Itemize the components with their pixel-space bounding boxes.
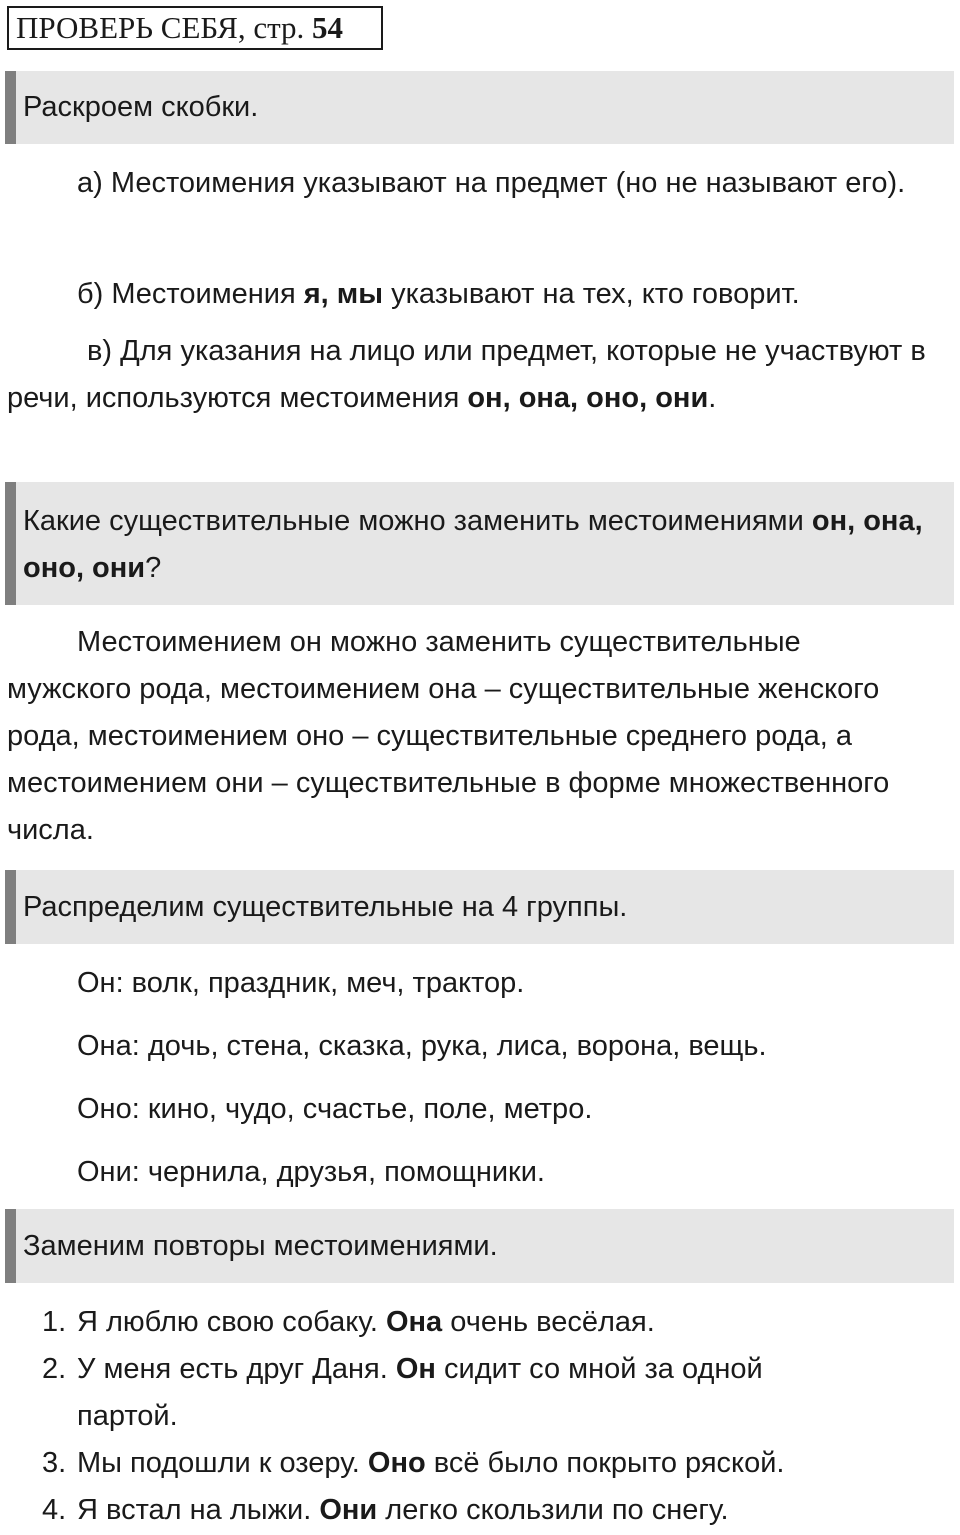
paragraph-c-text: в) Для указания на лицо или предмет, которые не участвуют в речи, используются местоимения [7, 335, 926, 414]
item-text: Мы подошли к озеру. [77, 1447, 368, 1479]
heading-text: Раскроем скобки. [23, 91, 259, 123]
list-item [0, 1299, 940, 1346]
item-number: 3. [42, 1447, 67, 1479]
header-title: ПРОВЕРЬ СЕБЯ, стр. [16, 10, 313, 45]
item-pronoun: Они [319, 1494, 378, 1526]
heading-text: Какие существительные можно заменить местоимениями [23, 505, 812, 537]
header-page-number: 54 [312, 10, 344, 45]
item-number: 4. [42, 1494, 67, 1526]
heading-text: Заменим повторы местоимениями. [23, 1230, 498, 1262]
item-number: 1. [42, 1306, 67, 1338]
item-tail: легко скользили по снегу. [377, 1494, 729, 1526]
paragraph-b-tail: указывают на тех, кто говорит. [383, 278, 800, 310]
paragraph-b-text: б) Местоимения [77, 278, 304, 310]
answer-paragraph: Местоимением он можно заменить существительные мужского рода, местоимением она – существительные женского рода, местоимением оно – существительные среднего рода, а местоимением они – существительные в форме множественного числа. [7, 626, 890, 846]
section-heading-question [5, 482, 954, 605]
group-line-on: Он: волк, праздник, меч, трактор. [77, 967, 525, 999]
paragraph-c-bold: он, она, оно, они [467, 382, 709, 414]
paragraph-a: а) Местоимения указывают на предмет (но не называют его). [77, 167, 906, 199]
item-number: 2. [42, 1353, 67, 1385]
item-tail: сидит со мной за одной партой. [77, 1353, 763, 1432]
heading-text: Распределим существительные на 4 группы. [23, 891, 628, 923]
item-text: У меня есть друг Даня. [77, 1353, 396, 1385]
heading-tail: ? [145, 552, 162, 584]
item-pronoun: Она [385, 1306, 443, 1338]
item-pronoun: Оно [367, 1447, 426, 1479]
item-pronoun: Он [395, 1353, 436, 1385]
list-item [0, 1346, 867, 1440]
replacement-list [0, 1299, 940, 1534]
section-heading-replace [5, 1209, 954, 1283]
group-line-ona: Она: дочь, стена, сказка, рука, лиса, ворона, вещь. [77, 1030, 767, 1062]
item-text: Я встал на лыжи. [77, 1494, 320, 1526]
paragraph-b [7, 271, 947, 318]
item-tail: всё было покрыто ряской. [425, 1447, 785, 1479]
list-item [0, 1440, 940, 1487]
paragraph-c-tail: . [708, 382, 717, 414]
group-line-oni: Они: чернила, друзья, помощники. [77, 1156, 545, 1188]
paragraph-c [7, 328, 947, 422]
list-item [0, 1487, 940, 1534]
heading-bold: он, она, оно, они [23, 505, 923, 584]
paragraph-b-bold: я, мы [303, 278, 384, 310]
section-heading-groups [5, 870, 954, 944]
section-heading-brackets [5, 71, 954, 144]
item-text: Я люблю свою собаку. [77, 1306, 386, 1338]
group-line-ono: Оно: кино, чудо, счастье, поле, метро. [77, 1093, 593, 1125]
page-header [7, 6, 383, 50]
item-tail: очень весёлая. [442, 1306, 655, 1338]
